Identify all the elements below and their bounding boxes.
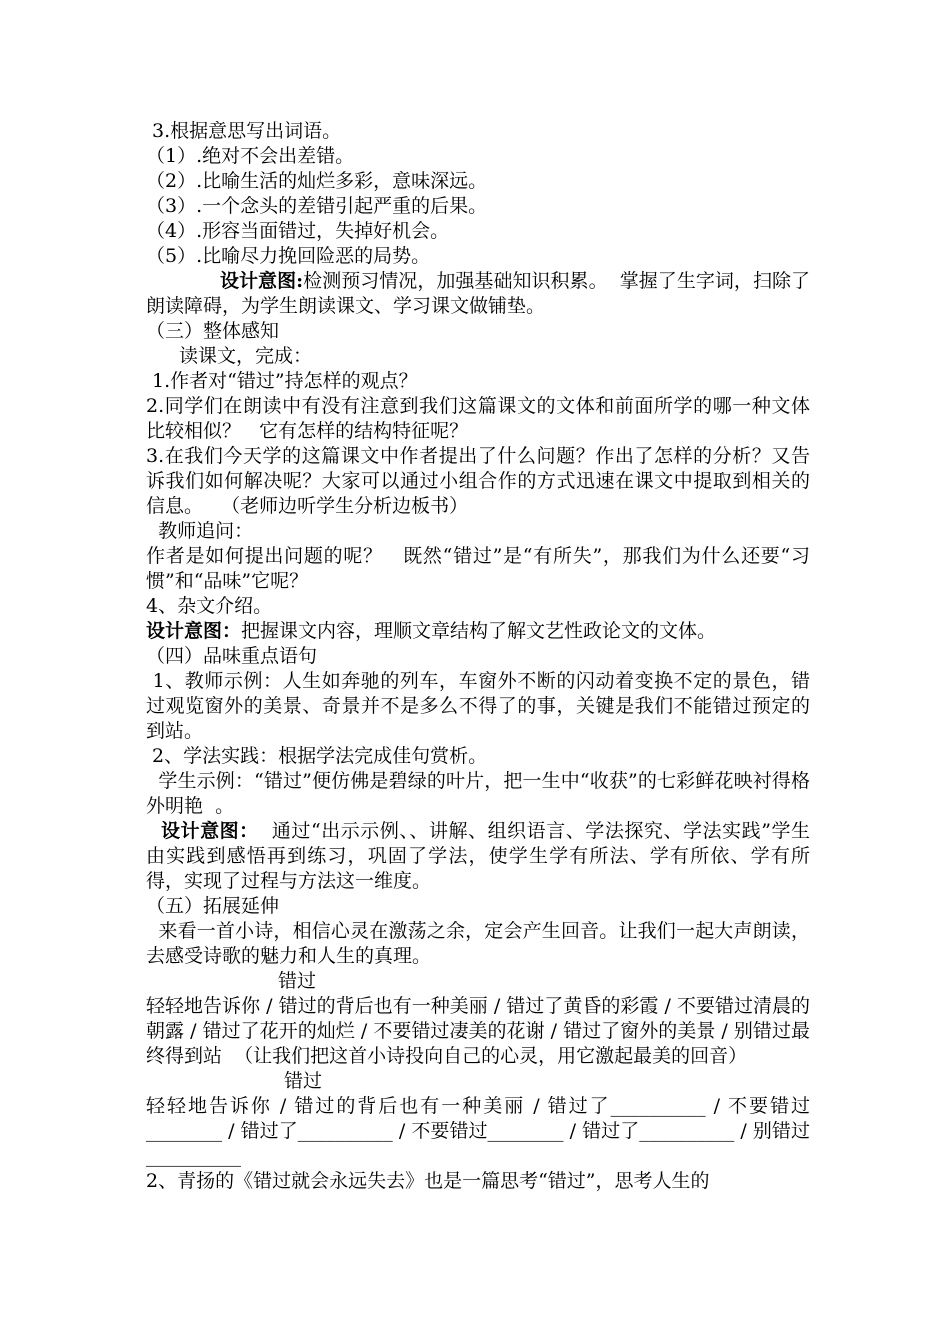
section-3-intro: 读课文，完成： [179, 345, 313, 367]
item-5: （5）.比喻尽力挽回险恶的局势。 [146, 245, 431, 267]
section-3-heading: （三）整体感知 [146, 320, 280, 342]
item-3: （3）.一个念头的差错引起严重的后果。 [146, 195, 488, 217]
item-1: （1）.绝对不会出差错。 [146, 145, 355, 167]
teacher-example: 1、教师示例：人生如奔驰的列车，车窗外不断的闪动着变换不定的景色，错过观览窗外的美景、奇景并不是多么不得了的事，关键是我们不能错过预定的到站。 [146, 670, 811, 742]
item-2: （2）.比喻生活的灿烂多彩，意味深远。 [146, 170, 488, 192]
practice: 2、学法实践：根据学法完成佳句赏析。 [146, 745, 488, 767]
last-line: 2、青扬的《错过就会永远失去》也是一篇思考“错过”，思考人生的 [146, 1170, 710, 1192]
question-3: 3.在我们今天学的这篇课文中作者提出了什么问题？作出了怎样的分析？又告诉我们如何解决呢？大家可以通过小组合作的方式迅速在课文中提取到相关的信息。 （老师边听学生分析边板书） [146, 445, 810, 517]
item-4: （4）.形容当面错过，失掉好机会。 [146, 220, 450, 242]
design-intent-2: 设计意图：把握课文内容，理顺文章结构了解文艺性政论文的文体。 [146, 620, 717, 642]
question-1: 1.作者对“错过”持怎样的观点？ [146, 370, 418, 392]
section-4-heading: （四）品味重点语句 [146, 645, 318, 667]
follow-label: 教师追问： [146, 520, 254, 542]
student-example: 学生示例：“错过”便仿佛是碧绿的叶片，把一生中“收获”的七彩鲜花映衬得格外明艳 。 [146, 770, 810, 817]
document-page [146, 119, 810, 1194]
q-heading: 3.根据意思写出词语。 [152, 120, 342, 142]
poem-fill-in: 轻轻地告诉你 / 错过的背后也有一种美丽 / 错过了__________ / 不要错过________ / 错过了__________ / 不要错过________ / 错过了__________ / 别错过__________ [146, 1095, 810, 1167]
poem-title: 错过 [278, 970, 317, 992]
poem-title-2: 错过 [284, 1070, 323, 1092]
section-5-intro: 来看一首小诗，相信心灵在激荡之余，定会产生回音。让我们一起大声朗读，去感受诗歌的魅力和人生的真理。 [146, 920, 810, 967]
poem-text: 轻轻地告诉你 / 错过的背后也有一种美丽 / 错过了黄昏的彩霞 / 不要错过清晨的朝露 / 错过了花开的灿烂 / 不要错过凄美的花谢 / 错过了窗外的美景 / 别错过最终得到站 （让我们把这首小诗投向自己的心灵，用它激起最美的回音） [146, 995, 810, 1067]
follow-question: 作者是如何提出问题的呢？ 既然“错过”是“有所失”，那我们为什么还要“习惯”和“品味”它呢？ [146, 545, 810, 592]
design-label: 设计意图: [220, 270, 304, 292]
section-5-heading: （五）拓展延伸 [146, 895, 280, 917]
question-2: 2.同学们在朗读中有没有注意到我们这篇课文的文体和前面所学的哪一种文体比较相似？ 它有怎样的结构特征呢？ [146, 395, 810, 442]
question-4: 4、杂文介绍。 [146, 595, 273, 617]
design-intent-3: 设计意图： 通过“出示示例、、讲解、组织语言、学法探究、学法实践”学生由实践到感悟再到练习，巩固了学法，使学生学有所法、学有所依、学有所得，实现了过程与方法这一维度。 [146, 820, 810, 892]
design-intent-1: 设计意图:检测预习情况，加强基础知识积累。 掌握了生字词，扫除了朗读障碍，为学生朗读课文、学习课文做铺垫。 [146, 270, 811, 317]
